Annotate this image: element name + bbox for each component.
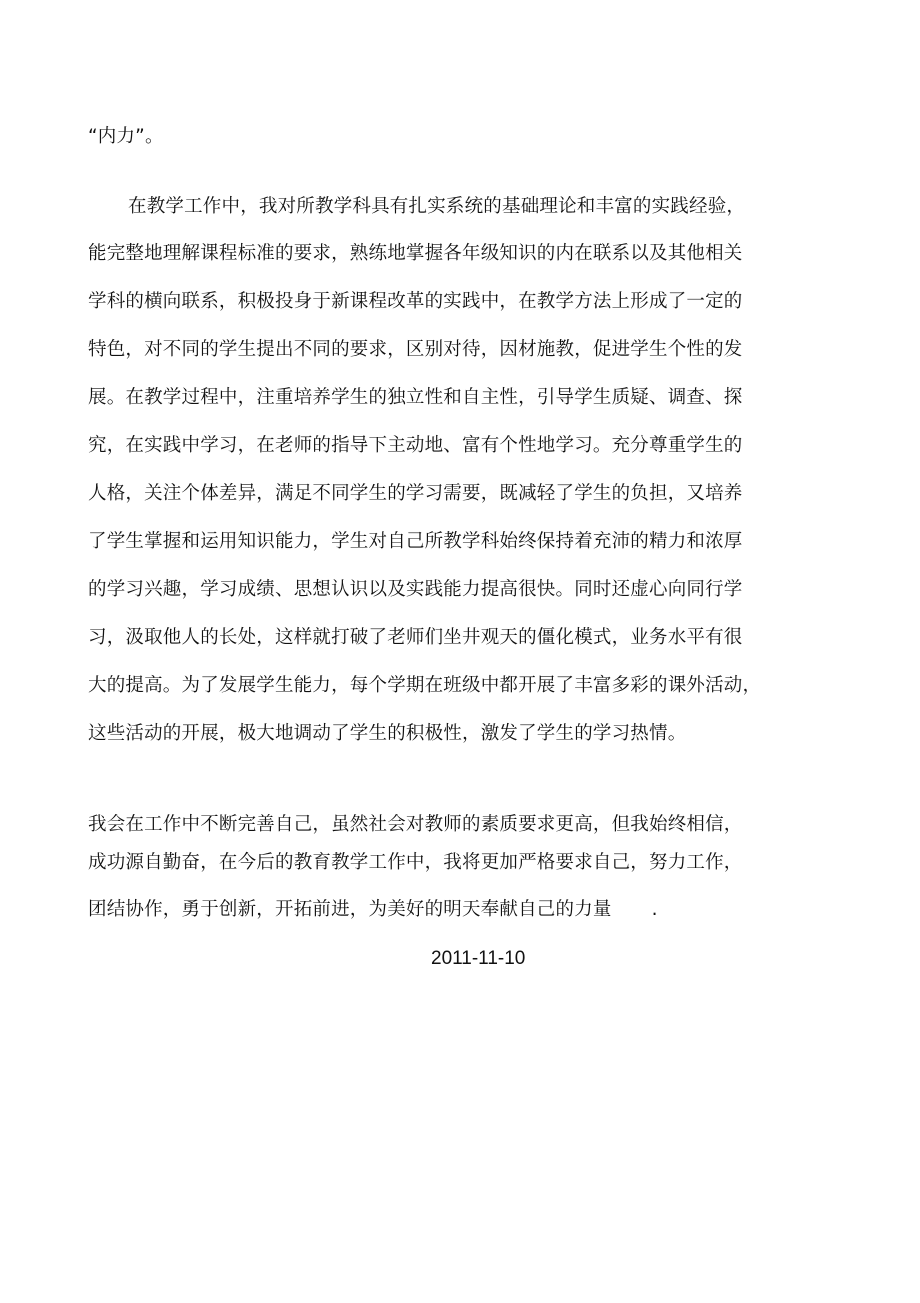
paragraph1-line-6: 究，在实践中学习，在老师的指导下主动地、富有个性地学习。充分尊重学生的 <box>88 435 743 456</box>
paragraph2-line-1: 我会在工作中不断完善自己，虽然社会对教师的素质要求更高，但我始终相信， <box>88 814 743 835</box>
paragraph1-line-3: 学科的横向联系，积极投身于新课程改革的实践中，在教学方法上形成了一定的 <box>88 291 743 312</box>
paragraph2-line-2: 成功源自勤奋，在今后的教育教学工作中，我将更加严格要求自己，努力工作， <box>88 852 743 873</box>
document-date: 2011-11-10 <box>431 948 526 969</box>
closing-period: . <box>651 899 658 920</box>
paragraph1-line-8: 了学生掌握和运用知识能力，学生对自己所教学科始终保持着充沛的精力和浓厚 <box>88 531 743 552</box>
paragraph2-line-3 <box>88 897 658 923</box>
paragraph1-line-11: 大的提高。为了发展学生能力，每个学期在班级中都开展了丰富多彩的课外活动， <box>88 675 762 696</box>
paragraph1-line-1: 在教学工作中，我对所教学科具有扎实系统的基础理论和丰富的实践经验， <box>128 196 746 217</box>
paragraph1-line-7: 人格，关注个体差异，满足不同学生的学习需要，既减轻了学生的负担，又培养 <box>88 483 743 504</box>
paragraph1-line-5: 展。在教学过程中，注重培养学生的独立性和自主性，引导学生质疑、调查、探 <box>88 387 743 408</box>
paragraph1-line-4: 特色，对不同的学生提出不同的要求，区别对待，因材施教，促进学生个性的发 <box>88 339 743 360</box>
paragraph1-line-10: 习，汲取他人的长处，这样就打破了老师们坐井观天的僵化模式，业务水平有很 <box>88 627 743 648</box>
paragraph1-line-12: 这些活动的开展，极大地调动了学生的积极性，激发了学生的学习热情。 <box>88 723 687 744</box>
paragraph1-line-9: 的学习兴趣，学习成绩、思想认识以及实践能力提高很快。同时还虚心向同行学 <box>88 579 743 600</box>
opening-line: “内力”。 <box>88 126 164 147</box>
paragraph1-line-2: 能完整地理解课程标准的要求，熟练地掌握各年级知识的内在联系以及其他相关 <box>88 243 743 264</box>
paragraph2-line-3-text: 团结协作，勇于创新，开拓前进，为美好的明天奉献自己的力量 <box>88 899 612 920</box>
